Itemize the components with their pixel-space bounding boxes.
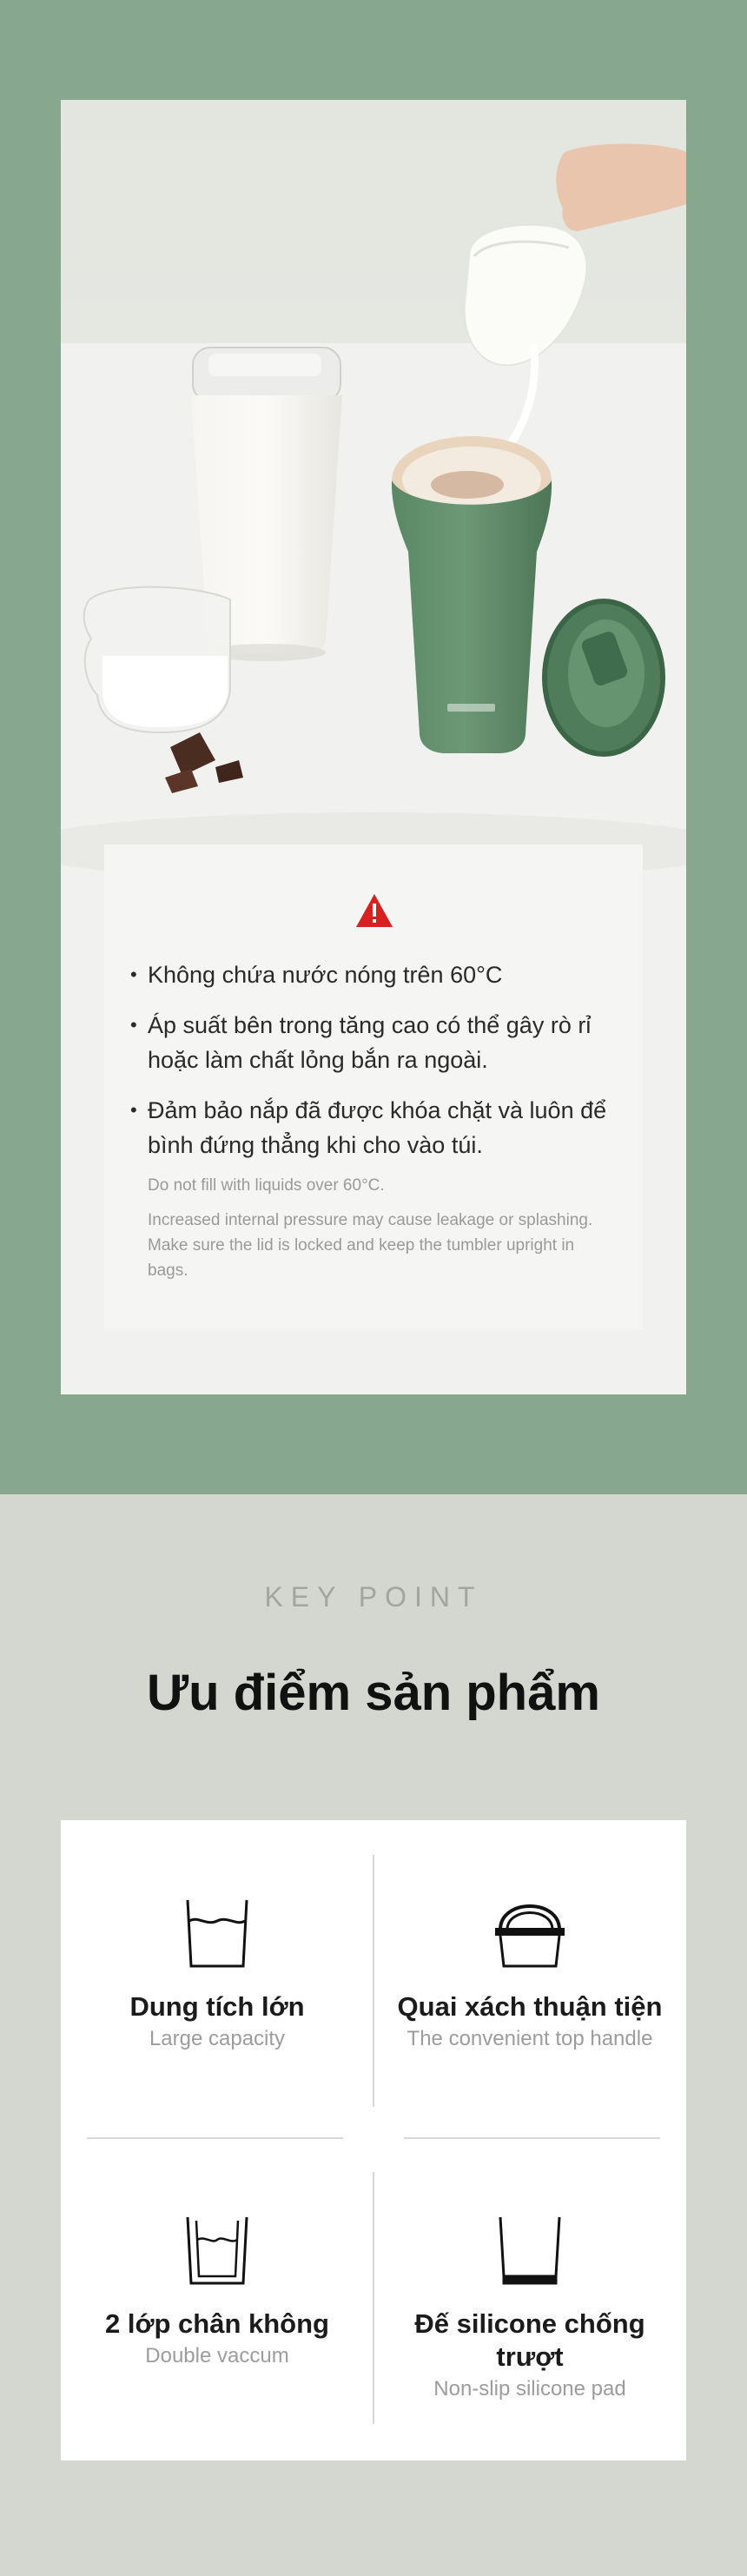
english-notes xyxy=(148,1173,617,1293)
feature-subtitle: Double vaccum xyxy=(145,2344,289,2367)
warning-list xyxy=(130,957,625,1178)
english-note: Increased internal pressure may cause leakage or splashing. Make sure the lid is locked and keep the tumbler upright in bags. xyxy=(148,1211,593,1280)
grid-divider xyxy=(404,2137,660,2139)
feature-subtitle: Large capacity xyxy=(149,2027,286,2050)
feature-subtitle: The convenient top handle xyxy=(407,2027,653,2050)
feature-double-vacuum xyxy=(69,2215,365,2370)
feature-title: Dung tích lớn xyxy=(129,1991,305,2022)
feature-grid xyxy=(61,1820,686,2460)
english-note: Do not fill with liquids over 60°C. xyxy=(148,1176,385,1195)
section-headline: Ưu điểm sản phẩm xyxy=(147,1665,600,1721)
warning-point: • Áp suất bên trong tăng cao có thể gây rò rỉ hoặc làm chất lỏng bắn ra ngoài. xyxy=(130,1008,625,1077)
grid-divider xyxy=(87,2137,343,2139)
large-capacity-cup-icon xyxy=(184,1898,250,1970)
silicone-base-cup-icon xyxy=(497,2215,563,2287)
top-handle-icon xyxy=(490,1891,570,1970)
section-eyebrow: KEY POINT xyxy=(264,1581,483,1612)
warning-card xyxy=(104,844,643,1329)
key-point-section xyxy=(0,1494,747,2576)
feature-title: 2 lớp chân không xyxy=(104,2308,329,2339)
feature-silicone-base xyxy=(382,2215,678,2403)
warning-point: • Đảm bảo nắp đã được khóa chặt và luôn để bình đứng thẳng khi cho vào túi. xyxy=(130,1093,625,1162)
grid-divider xyxy=(373,2172,374,2424)
warning-point: • Không chứa nước nóng trên 60°C xyxy=(130,957,625,992)
feature-subtitle: Non-slip silicone pad xyxy=(433,2377,626,2401)
feature-large-capacity xyxy=(69,1898,365,2053)
feature-top-handle xyxy=(382,1891,678,2053)
double-wall-cup-icon xyxy=(184,2215,250,2287)
grid-divider xyxy=(373,1855,374,2107)
feature-title: Đế silicone chống trượt xyxy=(414,2308,645,2372)
warning-triangle-icon xyxy=(354,892,394,929)
feature-title: Quai xách thuận tiện xyxy=(397,1991,663,2022)
product-photo-frame xyxy=(61,100,686,1394)
